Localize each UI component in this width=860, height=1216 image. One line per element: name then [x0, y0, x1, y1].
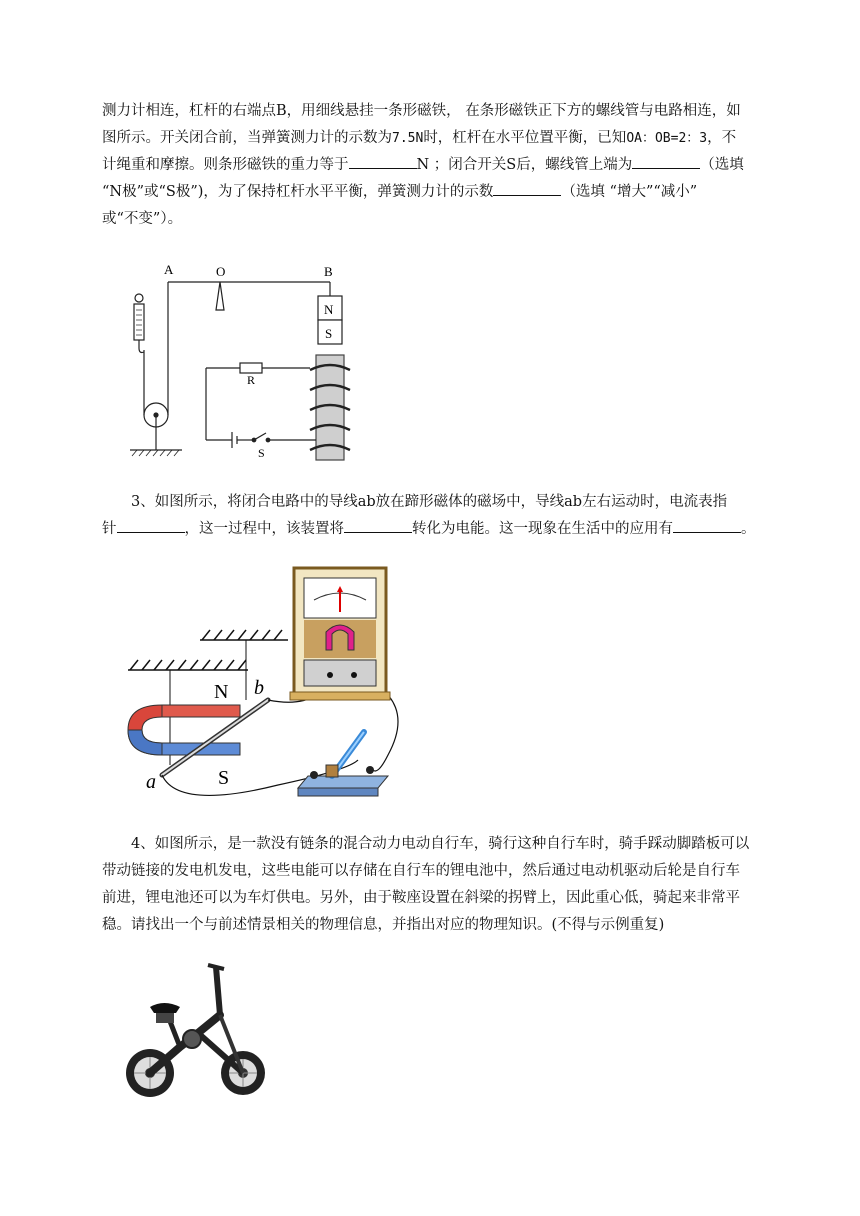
label-n: N — [324, 302, 334, 317]
problem-4-text — [102, 831, 802, 939]
p2-l2-d: OA：OB=2：3 — [626, 131, 708, 146]
p2-l2-b: 7.5N — [392, 131, 424, 146]
p3-line-2 — [102, 516, 802, 543]
p2-l3-b: N ；闭合开关S后，螺线管上端为 — [416, 157, 633, 173]
p4-line-2: 带动链接的发电机发电，这些电能可以存储在自行车的锂电池中，然后通过电动机驱动后轮是自行车 — [102, 863, 740, 879]
galvanometer-icon — [290, 568, 390, 700]
p3-l2-b: ，这一过程中，该装置将 — [184, 521, 344, 537]
p2-l4-a: “N极”或“S极”)，为了保持杠杆水平平衡，弹簧测力计的示数 — [102, 184, 494, 200]
label-b: B — [324, 264, 333, 279]
switch-icon — [254, 433, 266, 440]
answer-blank[interactable] — [344, 518, 412, 533]
spring-scale-icon — [134, 304, 144, 340]
answer-blank[interactable] — [673, 518, 741, 533]
label-r: R — [247, 373, 256, 387]
induction-figure — [118, 560, 408, 810]
p3-l2-a: 针 — [102, 521, 117, 537]
p4-line-3: 前进，锂电池还可以为车灯供电。另外，由于鞍座设置在斜梁的拐臂上，因此重心低，骑起来非常平 — [102, 890, 740, 906]
p2-l3-c: （选填 — [700, 157, 744, 173]
p2-line-5: 或“不变”）。 — [102, 211, 183, 227]
resistor-icon — [240, 363, 262, 373]
p3-l2-d: 。 — [741, 521, 756, 537]
label-n-pole: N — [214, 681, 229, 703]
p3-line-1: 3、如图所示，将闭合电路中的导线ab放在蹄形磁体的磁场中，导线ab左右运动时，电流表指 — [131, 494, 728, 510]
label-o: O — [216, 264, 226, 279]
label-s-switch: S — [258, 446, 265, 460]
p2-l2-c: 时，杠杆在水平位置平衡，已知 — [423, 130, 627, 146]
label-s-magnet: S — [325, 326, 333, 341]
label-a: A — [164, 262, 174, 277]
ebike-icon — [126, 965, 265, 1097]
p4-line-4: 稳。请找出一个与前述情景相关的物理信息，并指出对应的物理知识。(不得与示例重复) — [102, 917, 665, 933]
ebike-figure — [120, 955, 270, 1105]
fulcrum-icon — [216, 282, 224, 310]
p2-line-4 — [102, 179, 802, 206]
p3-l2-c: 转化为电能。这一现象在生活中的应用有 — [412, 521, 673, 537]
p2-line-2 — [102, 125, 802, 152]
label-a-end: a — [146, 771, 156, 793]
answer-blank[interactable] — [349, 154, 417, 169]
p2-l4-b: （选填 “增大”“减小” — [561, 184, 698, 200]
p4-line-1: 4、如图所示，是一款没有链条的混合动力电动自行车，骑行这种自行车时，骑手踩动脚踏板可以 — [131, 836, 750, 852]
knife-switch-icon — [298, 732, 388, 796]
answer-blank[interactable] — [493, 181, 561, 196]
problem-2-text — [102, 98, 802, 233]
p2-line-3 — [102, 152, 802, 179]
answer-blank[interactable] — [632, 154, 700, 169]
hook-icon — [139, 340, 144, 353]
p2-l2-e: ，不 — [707, 130, 737, 146]
p2-line-1: 测力计相连，杠杆的右端点B，用细线悬挂一条形磁铁， 在条形磁铁正下方的螺线管与电路相连，如 — [102, 103, 741, 119]
problem-3-text — [102, 489, 802, 543]
p2-l3-a: 计绳重和摩擦。则条形磁铁的重力等于 — [102, 157, 349, 173]
label-b-end: b — [254, 677, 264, 699]
answer-blank[interactable] — [117, 518, 185, 533]
lever-solenoid-figure — [120, 260, 370, 470]
scale-ring-icon — [135, 294, 143, 302]
p2-l2-a: 图所示。开关闭合前，当弹簧测力计的示数为 — [102, 130, 392, 146]
label-s-pole: S — [218, 767, 230, 789]
